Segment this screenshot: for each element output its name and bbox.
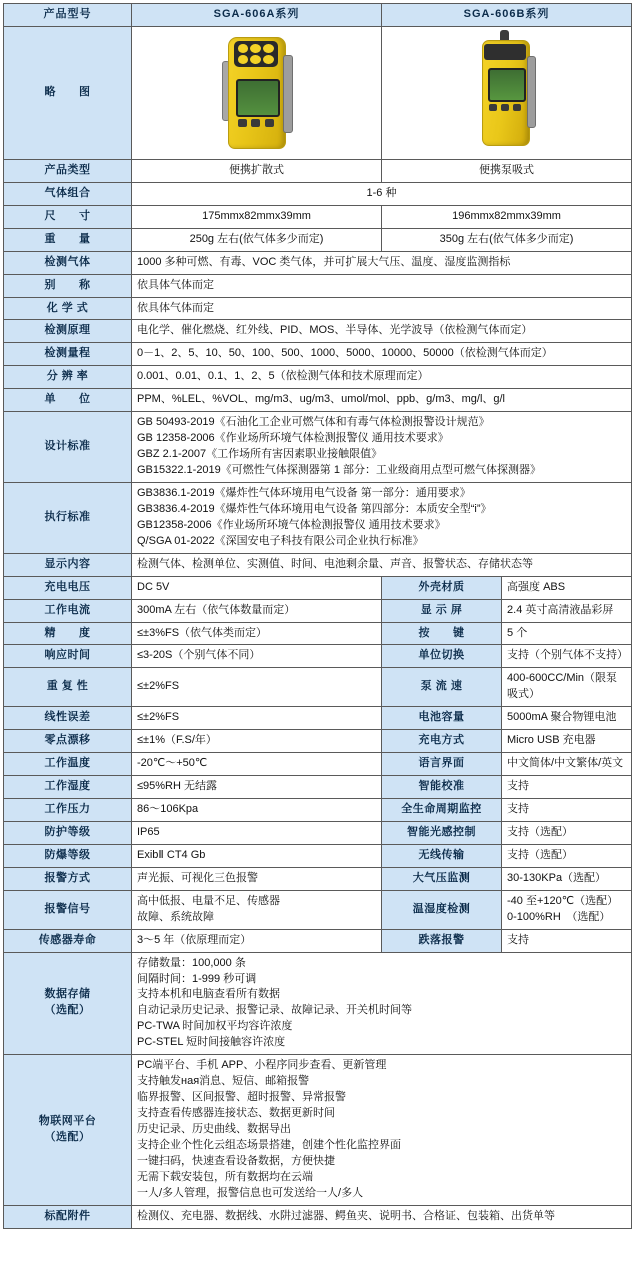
row-resolution (4, 366, 632, 389)
row-unit (4, 389, 632, 412)
weight-b-value: 350g 左右(依气体多少而定) (382, 228, 632, 251)
row-sensor-life (4, 929, 632, 952)
exec-standard-label: 执行标准 (4, 482, 132, 553)
iot-platform-label-line2: （选配） (44, 1130, 91, 1143)
sketch-label: 略 图 (4, 26, 132, 159)
alias-label: 别 称 (4, 274, 132, 297)
gas-detector-b-illustration (476, 30, 538, 150)
drop-alarm-value: 支持 (502, 929, 632, 952)
data-storage-line: 支持本机和电脑查看所有数据 (137, 988, 280, 1001)
ip-rating-label: 防护等级 (4, 821, 132, 844)
wireless-label: 无线传输 (382, 844, 502, 867)
product-type-label: 产品类型 (4, 159, 132, 182)
row-product-type (4, 159, 632, 182)
smart-calibration-label: 智能校准 (382, 776, 502, 799)
data-storage-label-line1: 数据存储 (44, 988, 91, 1001)
principle-value: 电化学、催化燃烧、红外线、PID、MOS、半导体、光学波导（依检测气体而定） (132, 320, 632, 343)
weight-a-value: 250g 左右(依气体多少而定) (132, 228, 382, 251)
temp-humidity-line: -40 至+120℃（选配） (507, 894, 619, 907)
row-work-humidity (4, 776, 632, 799)
iot-platform-line: 支持触发ная消息、短信、邮箱报警 (137, 1075, 310, 1088)
data-storage-line: PC-STEL 短时间接触容许浓度 (137, 1036, 286, 1049)
detect-gas-label: 检测气体 (4, 251, 132, 274)
row-alias (4, 274, 632, 297)
work-current-value: 300mA 左右（依气体数量而定） (132, 599, 382, 622)
row-iot-platform (4, 1055, 632, 1205)
header-model-b: SGA-606B系列 (382, 4, 632, 27)
display-screen-value: 2.4 英寸高清液晶彩屏 (502, 599, 632, 622)
design-standard-line: GBZ 2.1-2007《工作场所有害因素职业接触限值》 (137, 448, 383, 461)
ex-rating-label: 防爆等级 (4, 844, 132, 867)
display-content-value: 检测气体、检测单位、实测值、时间、电池剩余量、声音、报警状态、存储状态等 (132, 553, 632, 576)
iot-platform-line: 支持企业个性化云组态场景搭建，创建个性化监控界面 (137, 1138, 401, 1151)
data-storage-line: PC-TWA 时间加权平均容许浓度 (137, 1020, 293, 1033)
row-linearity (4, 707, 632, 730)
row-accuracy (4, 622, 632, 645)
data-storage-line: 间隔时间：1-999 秒可调 (137, 972, 257, 985)
zero-drift-label: 零点漂移 (4, 730, 132, 753)
response-time-value: ≤3-20S（个别气体不同） (132, 645, 382, 668)
iot-platform-line: 临界报警、区间报警、超时报警、异常报警 (137, 1091, 346, 1104)
resolution-value: 0.001、0.01、0.1、1、2、5（依检测气体和技术原理而定） (132, 366, 632, 389)
size-a-value: 175mmx82mmx39mm (132, 205, 382, 228)
iot-platform-label-line1: 物联网平台 (38, 1114, 97, 1127)
alarm-mode-value: 声光振、可视化三色报警 (132, 867, 382, 890)
pump-flow-label: 泵 流 速 (382, 668, 502, 707)
row-detect-gas (4, 251, 632, 274)
iot-platform-line: 一人/多人管理，报警信息也可发送给一人/多人 (137, 1186, 364, 1199)
spec-table (3, 3, 632, 1229)
header-model-a: SGA-606A系列 (132, 4, 382, 27)
row-design-standard (4, 412, 632, 483)
size-b-value: 196mmx82mmx39mm (382, 205, 632, 228)
row-range (4, 343, 632, 366)
row-ex-rating (4, 844, 632, 867)
row-charge-voltage (4, 576, 632, 599)
row-alarm-mode (4, 867, 632, 890)
alarm-signal-line: 高中低报、电量不足、传感器 (137, 894, 280, 907)
battery-capacity-label: 电池容量 (382, 707, 502, 730)
iot-platform-line: 无需下载安装包，所有数据均在云端 (137, 1170, 313, 1183)
photosensor-control-value: 支持（选配） (502, 821, 632, 844)
repeatability-value: ≤±2%FS (132, 668, 382, 707)
iot-platform-line: 历史记录、历史曲线、数据导出 (137, 1122, 291, 1135)
display-screen-label: 显 示 屏 (382, 599, 502, 622)
row-work-temp (4, 753, 632, 776)
keys-value: 5 个 (502, 622, 632, 645)
shell-material-label: 外壳材质 (382, 576, 502, 599)
work-temp-label: 工作温度 (4, 753, 132, 776)
charge-mode-label: 充电方式 (382, 730, 502, 753)
alarm-mode-label: 报警方式 (4, 867, 132, 890)
resolution-label: 分 辨 率 (4, 366, 132, 389)
work-current-label: 工作电流 (4, 599, 132, 622)
temp-humidity-line: 0-100%RH （选配） (507, 910, 611, 923)
exec-standard-line: GB3836.4-2019《爆炸性气体环境用电气设备 第四部分：本质安全型“i”》 (137, 502, 492, 515)
iot-platform-line: 支持查看传感器连接状态、数据更新时间 (137, 1107, 335, 1119)
iot-platform-line: 一键扫码，快速查看设备数据，方便快捷 (137, 1154, 335, 1167)
temp-humidity-value (502, 890, 632, 929)
range-value: 0－1、2、5、10、50、100、500、1000、5000、10000、50000（依检测气体而定） (132, 343, 632, 366)
row-ip-rating (4, 821, 632, 844)
sensor-life-value: 3～5 年（依原理而定） (132, 929, 382, 952)
row-work-current (4, 599, 632, 622)
shell-material-value: 高强度 ABS (502, 576, 632, 599)
work-humidity-value: ≤95%RH 无结露 (132, 776, 382, 799)
iot-platform-line: PC端平台、手机 APP、小程序同步查看、更新管理 (137, 1059, 387, 1072)
row-weight (4, 228, 632, 251)
zero-drift-value: ≤±1%（F.S/年） (132, 730, 382, 753)
accuracy-label: 精 度 (4, 622, 132, 645)
smart-calibration-value: 支持 (502, 776, 632, 799)
charge-voltage-label: 充电电压 (4, 576, 132, 599)
design-standard-line: GB 12358-2006《作业场所环境气体检测报警仪 通用技术要求》 (137, 432, 449, 445)
row-size (4, 205, 632, 228)
weight-label: 重 量 (4, 228, 132, 251)
iot-platform-value (132, 1055, 632, 1205)
language-label: 语言界面 (382, 753, 502, 776)
design-standard-line: GB15322.1-2019《可燃性气体探测器第 1 部分：工业级商用点型可燃气体探测器》 (137, 464, 542, 476)
device-image-a (132, 26, 382, 159)
detect-gas-value: 1000 多种可燃、有毒、VOC 类气体，并可扩展大气压、温度、湿度监测指标 (132, 251, 632, 274)
range-label: 检测量程 (4, 343, 132, 366)
response-time-label: 响应时间 (4, 645, 132, 668)
iot-platform-label (4, 1055, 132, 1205)
data-storage-label (4, 952, 132, 1055)
data-storage-label-line2: （选配） (44, 1004, 91, 1017)
row-sketch (4, 26, 632, 159)
accessories-label: 标配附件 (4, 1205, 132, 1228)
charge-mode-value: Micro USB 充电器 (502, 730, 632, 753)
design-standard-value (132, 412, 632, 483)
row-alarm-signal (4, 890, 632, 929)
wireless-value: 支持（选配） (502, 844, 632, 867)
gas-combo-value: 1-6 种 (132, 182, 632, 205)
table-header-row (4, 4, 632, 27)
header-model-label: 产品型号 (4, 4, 132, 27)
device-image-b (382, 26, 632, 159)
battery-capacity-value: 5000mA 聚合物锂电池 (502, 707, 632, 730)
size-label: 尺 寸 (4, 205, 132, 228)
formula-label: 化 学 式 (4, 297, 132, 320)
photosensor-control-label: 智能光感控制 (382, 821, 502, 844)
row-response-time (4, 645, 632, 668)
principle-label: 检测原理 (4, 320, 132, 343)
product-type-b-value: 便携泵吸式 (382, 159, 632, 182)
work-pressure-value: 86～106Kpa (132, 799, 382, 822)
ex-rating-value: ExibⅡ CT4 Gb (132, 844, 382, 867)
work-temp-value: -20℃～+50℃ (132, 753, 382, 776)
charge-voltage-value: DC 5V (132, 576, 382, 599)
row-accessories (4, 1205, 632, 1228)
unit-label: 单 位 (4, 389, 132, 412)
row-zero-drift (4, 730, 632, 753)
row-exec-standard (4, 482, 632, 553)
unit-switch-value: 支持（个别气体不支持） (502, 645, 632, 668)
row-work-pressure (4, 799, 632, 822)
exec-standard-line: GB12358-2006《作业场所环境气体检测报警仪 通用技术要求》 (137, 518, 446, 531)
lifecycle-monitor-value: 支持 (502, 799, 632, 822)
keys-label: 按 键 (382, 622, 502, 645)
pump-flow-value: 400-600CC/Min（限泵吸式） (502, 668, 632, 707)
data-storage-line: 存储数量：100,000 条 (137, 956, 246, 969)
row-data-storage (4, 952, 632, 1055)
unit-value: PPM、%LEL、%VOL、mg/m3、ug/m3、umol/mol、ppb、g/m3、mg/l、g/l (132, 389, 632, 412)
linearity-label: 线性误差 (4, 707, 132, 730)
exec-standard-line: GB3836.1-2019《爆炸性气体环境用电气设备 第一部分：通用要求》 (137, 486, 471, 499)
exec-standard-line: Q/SGA 01-2022《深国安电子科技有限公司企业执行标准》 (137, 534, 424, 547)
gas-detector-a-illustration (220, 31, 294, 149)
data-storage-value (132, 952, 632, 1055)
display-content-label: 显示内容 (4, 553, 132, 576)
alias-value: 依具体气体而定 (132, 274, 632, 297)
row-principle (4, 320, 632, 343)
design-standard-label: 设计标准 (4, 412, 132, 483)
product-type-a-value: 便携扩散式 (132, 159, 382, 182)
temp-humidity-label: 温湿度检测 (382, 890, 502, 929)
work-pressure-label: 工作压力 (4, 799, 132, 822)
row-formula (4, 297, 632, 320)
drop-alarm-label: 跌落报警 (382, 929, 502, 952)
gas-combo-label: 气体组合 (4, 182, 132, 205)
alarm-signal-value (132, 890, 382, 929)
pressure-monitor-value: 30-130KPa（选配） (502, 867, 632, 890)
linearity-value: ≤±2%FS (132, 707, 382, 730)
exec-standard-value (132, 482, 632, 553)
accuracy-value: ≤±3%FS（依气体类而定） (132, 622, 382, 645)
row-gas-combo (4, 182, 632, 205)
row-repeatability (4, 668, 632, 707)
formula-value: 依具体气体而定 (132, 297, 632, 320)
alarm-signal-label: 报警信号 (4, 890, 132, 929)
lifecycle-monitor-label: 全生命周期监控 (382, 799, 502, 822)
unit-switch-label: 单位切换 (382, 645, 502, 668)
data-storage-line: 自动记录历史记录、报警记录、故障记录、开关机时间等 (137, 1004, 412, 1017)
alarm-signal-line: 故障、系统故障 (137, 910, 214, 923)
design-standard-line: GB 50493-2019《石油化工企业可燃气体和有毒气体检测报警设计规范》 (137, 416, 490, 429)
sensor-life-label: 传感器寿命 (4, 929, 132, 952)
pressure-monitor-label: 大气压监测 (382, 867, 502, 890)
language-value: 中文简体/中文繁体/英文 (502, 753, 632, 776)
row-display-content (4, 553, 632, 576)
ip-rating-value: IP65 (132, 821, 382, 844)
accessories-value: 检测仪、充电器、数据线、水阱过滤器、鳄鱼夹、说明书、合格证、包装箱、出货单等 (132, 1205, 632, 1228)
repeatability-label: 重 复 性 (4, 668, 132, 707)
work-humidity-label: 工作湿度 (4, 776, 132, 799)
